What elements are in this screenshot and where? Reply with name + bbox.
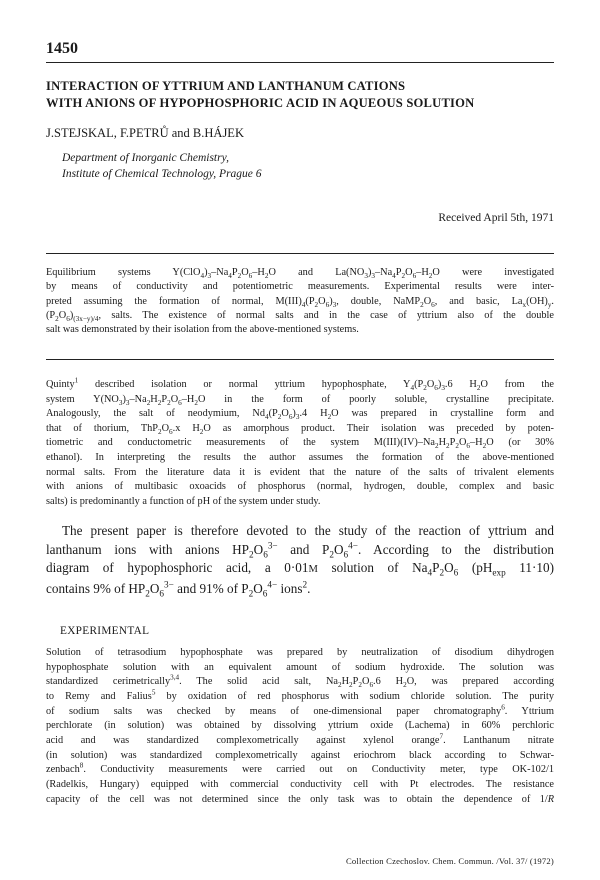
- journal-footer: Collection Czechoslov. Chem. Commun. /Vol. 37/ (1972): [345, 856, 554, 866]
- intro-paragraph: Quinty$^1$ described isolation or normal yttrium hypophosphate, $Y_4(P_2O_6)_3.6$ $H_2O$ from the system $Y(NO_3)_3-Na_2H_2P_2O_6-H_2O$ in the form of poorly soluble, crystalline precipitate. Analogously, the salt of neodymium, $Nd_4(P_2O_6)_3.4$ $H_2O$ was prepared in crystalline form and that of thorium, $ThP_2O_6.x$ $H_2O$ as amorphous product. Their isolation was preceded by poten- tiometric and conductometric measurements of the system $M(III)(IV)-Na_2H_2P_2O_6-H_2O$ (or 30% ethanol). In interpreting the results the author assumes the formation of the above-mentioned normal salts. From the literature data it is evident that the nature of the salts of trivalent elements with anions of multibasic oxoacids of phosphorus (normal, hydrogen, double, complex and basic salts) is predominantly a function of pH of the system under study.: [46, 376, 554, 507]
- authors: J.STEJSKAL, F.PETRŮ and B.HÁJEK: [46, 126, 244, 140]
- affiliation-line-1: Department of Inorganic Chemistry,: [62, 152, 229, 164]
- affiliation-line-2: Institute of Chemical Technology, Prague 6: [62, 168, 262, 180]
- section-heading-experimental: EXPERIMENTAL: [60, 625, 150, 637]
- abstract-bottom-rule: [46, 359, 554, 360]
- header-rule: [46, 62, 554, 63]
- page-number: 1450: [46, 40, 78, 57]
- experimental-paragraph: Solution of tetrasodium hypophosphate was prepared by neutralization of disodium dihydrogen hypophosphate solution with an equivalent amount of sodium hydroxide. The solution was standardized cerimetrically$^{3,4}$. The solid acid salt, $Na_2H_2P_2O_6.6$ $H_2O$, was prepared according to Remy and Falius$^5$ by oxidation of red phosphorus with sodium chloride solution. The purity of sodium salts was checked by means of one-dimensional paper chromatography$^6$. Yttrium perchlorate (in solution) was obtained by dissolving yttrium oxide (Lachema) in 60% perchloric acid and was standardized complexometrically against xylenol orange$^7$. Lanthanum nitrate (in solution) was standardized complexometrically against eriochrom black according to Schwar- zenbach$^8$. Conductivity measurements were carried out on Conductivity meter, type OK-102/1 (Radelkis, Hungary) equipped with commercial conductivity cell with Pt electrodes. The resistance capacity of the cell was not determined since the only task was to obtain the dependence of 1/R: [46, 647, 555, 805]
- received-date: Received April 5th, 1971: [438, 212, 554, 224]
- affiliation: [62, 150, 262, 182]
- purpose-paragraph: The present paper is therefore devoted to the study of the reaction of yttrium and lanthanum ions with anions $HP_2O_6^{3-}$ and $P_2O_6^{4-}$. According to the distribution diagram of hypophosphoric acid, a 0·01M solution of $Na_4P_2O_6$ ($pH_{exp}$ 11·10) contains 9% of $HP_2O_6^{3-}$ and 91% of $P_2O_6^{4-}$ ions$^2$.: [46, 523, 555, 599]
- abstract-top-rule: [46, 253, 554, 254]
- abstract: Equilibrium systems $Y(ClO_4)_3-Na_4P_2O_6-H_2O$ and $La(NO_3)_3-Na_4P_2O_6-H_2O$ were investigated by means of conductivity and potentiometric measurements. Experimental results were inter- preted assuming the formation of normal, $M(III)_4(P_2O_6)_3$, double, $NaMP_2O_6$, and basic, $La_x(OH)_y$. $(P_2O_6)_{(3x-y)/4}$, salts. The existence of normal salts and in the case of yttrium also of the double salt was demonstrated by their isolation from the above-mentioned systems.: [46, 267, 554, 336]
- title-line-1: INTERACTION OF YTTRIUM AND LANTHANUM CATIONS: [46, 79, 406, 93]
- title-line-2: WITH ANIONS OF HYPOPHOSPHORIC ACID IN AQUEOUS SOLUTION: [46, 96, 475, 110]
- article-title: [46, 78, 554, 112]
